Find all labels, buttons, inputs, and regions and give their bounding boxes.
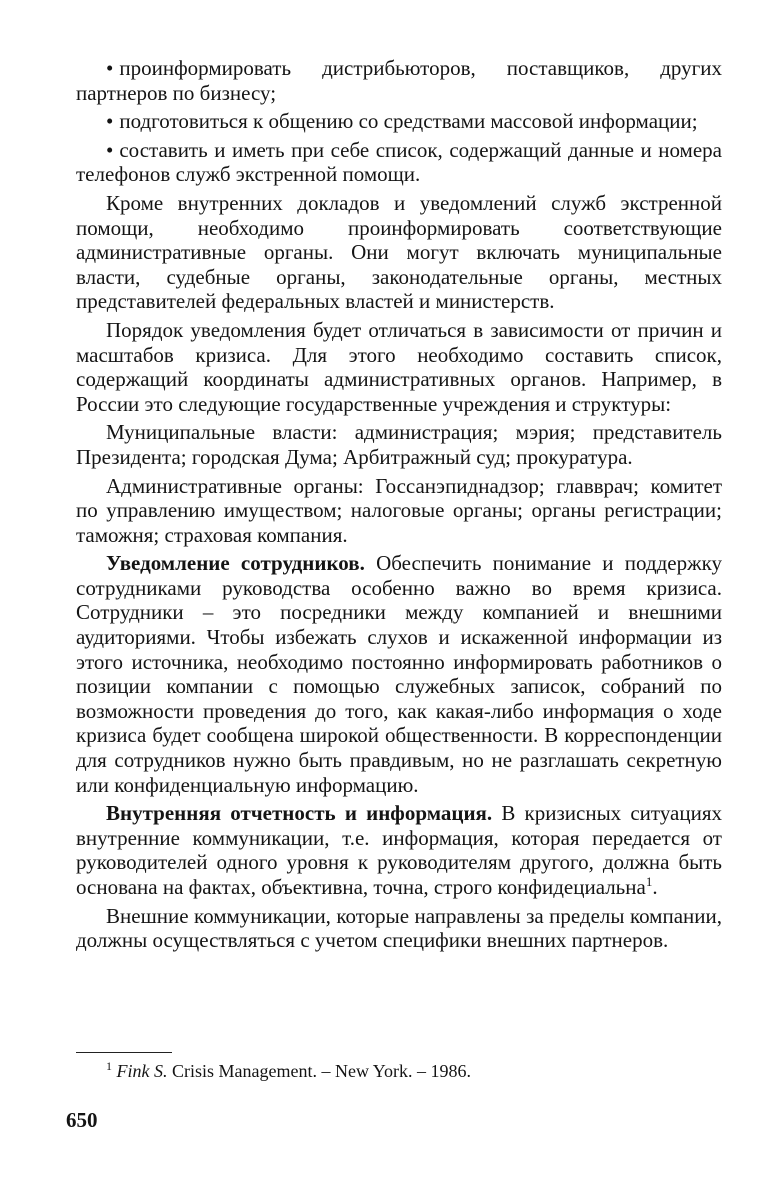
page-number: 650 (66, 1108, 98, 1132)
paragraph-external-communications: Внешние коммуникации, которые направлены за пределы компании, должны осуществляться с учетом специфики внешних партнеров. (76, 903, 722, 953)
bullet-item (76, 109, 722, 134)
bullet-icon: • (106, 56, 114, 80)
paragraph-municipal-authorities: Муниципальные власти: администрация; мэрия; представитель Президента; городская Дума; Арбитражный суд; прокуратура. (76, 420, 722, 469)
footnote-reference: 1 (645, 874, 653, 889)
bullet-item (76, 138, 722, 187)
paragraph-administrative-bodies: Административные органы: Госсанэпиднадзор; главврач; комитет по управлению имуществом; налоговые органы; органы регистрации; таможня; страховая компания. (76, 473, 722, 547)
footnote (106, 1060, 471, 1082)
paragraph-internal-reporting (76, 801, 722, 899)
section-heading: Внутренняя отчетность и информация. (106, 801, 493, 826)
page-body (76, 56, 722, 957)
paragraph-admin-bodies: Кроме внутренних докладов и уведомлений служб экстренной помощи, необходимо проинформировать соответствующие административные органы. Они могут включать муниципальные власти, судебные органы, законодательные органы, местных представителей федеральных властей и министерств. (76, 190, 722, 314)
paragraph-end: . (652, 875, 658, 899)
section-heading: Уведомление сотрудников. (106, 551, 365, 576)
paragraph-notification-order: Порядок уведомления будет отличаться в зависимости от причин и масштабов кризиса. Для этого необходимо составить список, содержащий координаты административных органов. Например, в России это следующие государственные учреждения и структуры: (76, 317, 722, 416)
footnote-marker: 1 (106, 1059, 112, 1073)
footnote-divider (76, 1052, 172, 1053)
paragraph-employee-notification (76, 551, 722, 797)
bullet-item (76, 56, 722, 105)
paragraph-text: В кризисных ситуациях внутренние коммуникации, т.е. информация, которая передается от руководителей одного уровня к руководителям другого, должна быть основана на фактах, объективна, точна, строго конфидециальна (76, 801, 722, 899)
paragraph-text: Обеспечить понимание и поддержку сотрудниками руководства особенно важно во время кризиса. Сотрудники – это посредники между компанией и внешними аудиториями. Чтобы избежать слухов и искаженной информации из этого источника, необходимо постоянно информировать работников о позиции компании с помощью служебных записок, собраний по возможности проведения до того, как какая-либо информация о ходе кризиса будет сообщена широкой общественности. В корреспонденции для сотрудников нужно быть правдивым, но не разглашать секретную или конфиденциальную информацию. (76, 551, 722, 797)
bullet-text: составить и иметь при себе список, содержащий данные и номера телефонов служб экстренной помощи. (76, 137, 722, 187)
bullet-icon: • (106, 137, 114, 162)
footnote-text: Crisis Management. – New York. – 1986. (167, 1061, 471, 1081)
footnote-author: Fink S. (116, 1061, 168, 1081)
bullet-text: проинформировать дистрибьюторов, поставщиков, других партнеров по бизнесу; (76, 56, 722, 105)
bullet-icon: • (106, 109, 114, 134)
bullet-text: подготовиться к общению со средствами массовой информации; (119, 109, 698, 134)
